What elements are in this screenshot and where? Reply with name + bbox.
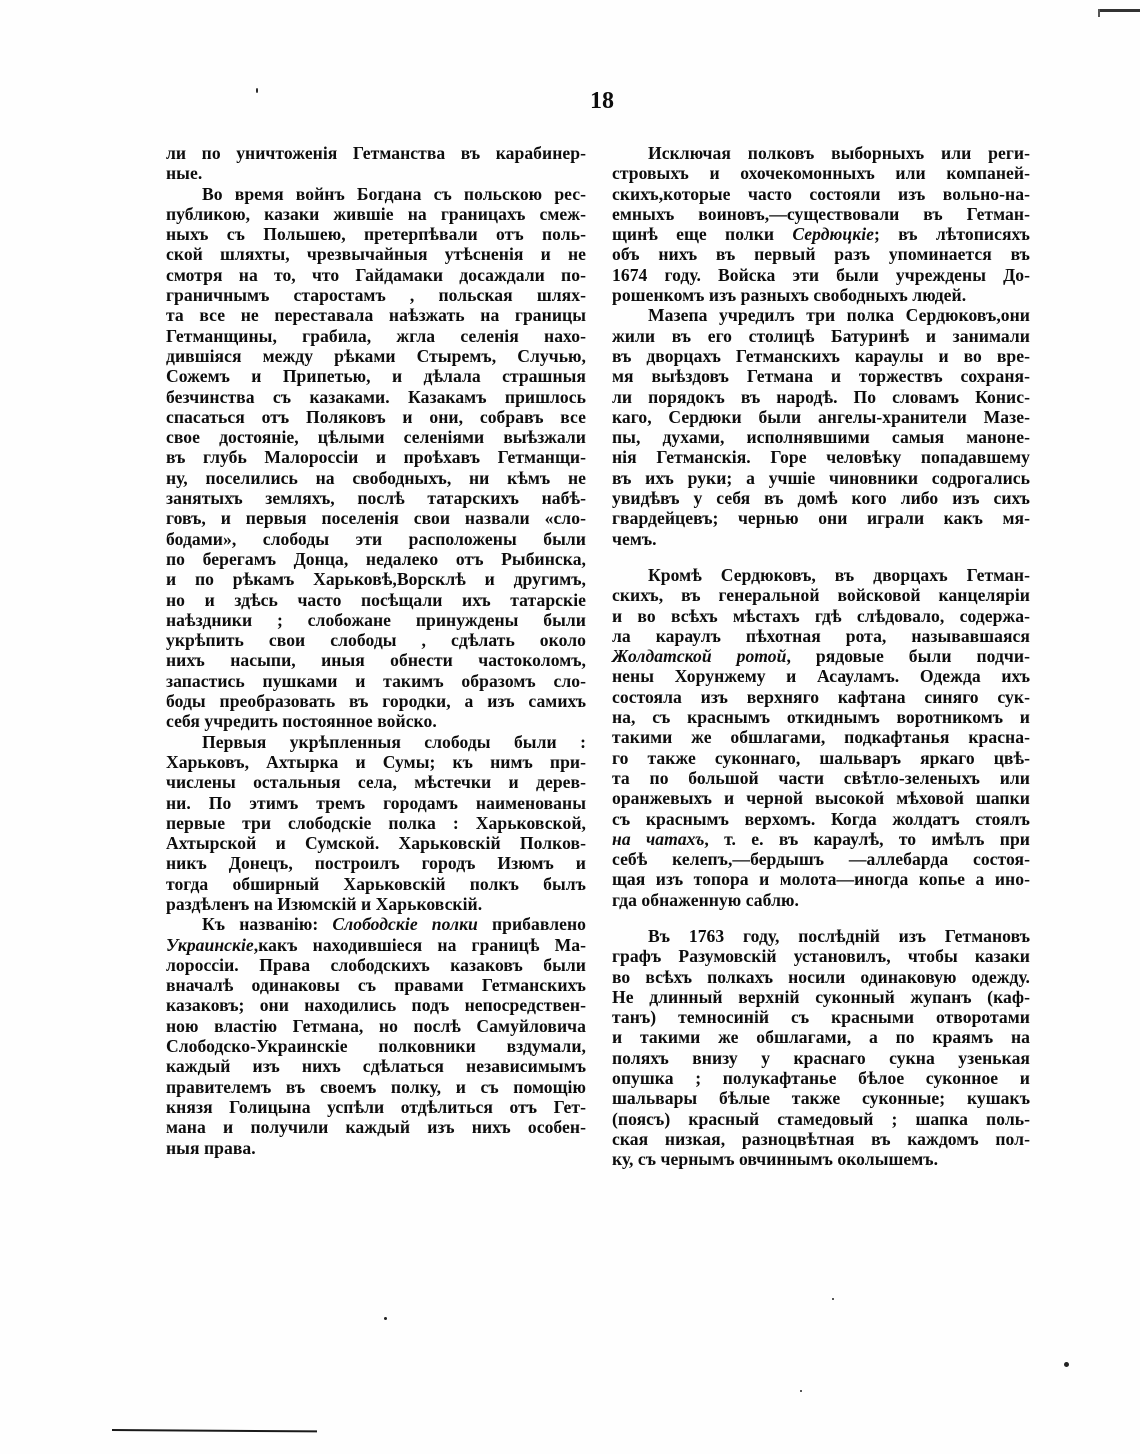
text-line: каго, Сердюки были ангелы-хранители Мазе- — [612, 406, 1030, 427]
text-line: увидѣвъ у себя въ домѣ кого либо изъ сихъ — [612, 488, 1030, 509]
text-line: граничнымъ старостамъ , польская шлях- — [166, 285, 586, 306]
text-line: Ахтырской и Сумской. Харьковскій Полков- — [166, 833, 586, 854]
italic-term: на чатахъ — [612, 828, 705, 849]
scan-corner-mark — [1098, 9, 1140, 12]
text-line: смотря на то, что Гайдамаки досаждали по- — [166, 264, 586, 285]
text-line: никъ Донецъ, построилъ городъ Изюмъ и — [166, 853, 586, 874]
text-line: пы, духами, исполнявшими самыя маноне- — [612, 427, 1030, 448]
scan-speck — [1064, 1362, 1069, 1367]
text-line: чемъ. — [612, 528, 657, 549]
text-line: гда обнаженную саблю. — [612, 889, 799, 910]
italic-term: Слободскіе полки — [332, 914, 478, 935]
text-line: ку, съ чернымъ овчиннымъ околышемъ. — [612, 1149, 939, 1170]
paragraph-gap — [612, 549, 1030, 565]
text-line: (поясъ) красный стамедовый ; шапка поль- — [612, 1108, 1030, 1129]
text-line: Украинскіе,какъ находившіеся на границѣ Ма- — [166, 934, 586, 955]
paragraph — [166, 143, 586, 184]
text-line: емныхъ воиновъ,—существовали въ Гетман- — [612, 203, 1030, 224]
text-line: щая изъ топора и молота—иногда копье а ино- — [612, 869, 1030, 890]
text-line: князя Голицына успѣли отдѣлиться отъ Гет- — [166, 1096, 586, 1117]
scan-speck — [384, 1317, 387, 1320]
text-line: жили въ его столицѣ Батуринѣ и занимали — [612, 325, 1030, 346]
text-line: такими же обшлагами, подкафтанья красна- — [612, 727, 1030, 748]
text-line: Къ названію: Слободскіе полки прибавлено — [202, 914, 587, 935]
text-line: Не длинный верхній суконный жупанъ (каф- — [612, 986, 1030, 1007]
text-line: ные. — [166, 163, 203, 184]
text-line: и во всѣхъ мѣстахъ гдѣ слѣдовало, содержа- — [612, 605, 1030, 626]
text-line: Сожемъ и Припетью, и дѣлала страшныя — [166, 366, 586, 387]
text-line: состояла изъ верхняго кафтана синяго сук- — [612, 686, 1030, 707]
text-line: спасаться отъ Поляковъ и они, собравъ все — [166, 406, 586, 427]
text-line: Исключая полковъ выборныхъ или реги- — [648, 143, 1030, 163]
text-line: себѣ келепъ,—бердышъ —аллебарда состоя- — [612, 849, 1030, 870]
italic-term: Сердюцкіе — [792, 224, 875, 245]
text-line: ни. По этимъ тремъ городамъ наименованы — [166, 792, 586, 813]
text-line: та все не переставала наѣзжать на границы — [166, 305, 586, 326]
text-line: мана и получили каждый изъ нихъ особен- — [166, 1117, 586, 1138]
text-line: нихъ насыпи, иныя обнести частоколомъ, — [166, 650, 586, 671]
text-line: каждый изъ нихъ сдѣлаться независимымъ — [166, 1056, 586, 1077]
text-line: по берегамъ Донца, недалеко отъ Рыбинска, — [166, 548, 586, 569]
page-number: 18 — [590, 88, 614, 114]
text-line: казаковъ; они находились подъ непосредствен- — [166, 995, 586, 1016]
text-line: правителемъ въ своемъ полку, и съ помощію — [166, 1076, 586, 1097]
text-line: дившіяся между рѣками Стыремъ, Случью, — [166, 345, 586, 366]
paragraph — [166, 184, 586, 732]
text-line: съ краснымъ верхомъ. Когда жолдатъ стоялъ — [612, 808, 1030, 829]
text-line: лороссіи. Права слободскихъ казаковъ были — [166, 954, 586, 975]
text-line: запастись пушками и такимъ образомъ сло- — [166, 670, 586, 691]
text-line: во всѣхъ полкахъ носили одинаковую одежду. — [612, 966, 1030, 987]
paragraph — [612, 143, 1030, 305]
text-line: ныхъ съ Польшею, претерпѣвали отъ поль- — [166, 224, 586, 245]
text-line: но и здѣсь часто посѣщали ихъ татарскіе — [166, 589, 586, 610]
text-line: Слободско-Украинскіе полковники вздумали, — [166, 1036, 586, 1057]
text-line: вначалѣ одинаковы съ правами Гетманскихъ — [166, 975, 586, 996]
text-line: щинѣ еще полки Сердюцкіе; въ лѣтописяхъ — [612, 224, 1030, 245]
paragraph — [612, 565, 1030, 910]
text-line: нены Хорунжему и Асауламъ. Одежда ихъ — [612, 666, 1030, 687]
text-line: и такими же обшлагами, а по краямъ на — [612, 1027, 1030, 1048]
scan-speck — [800, 1390, 802, 1392]
paragraph — [612, 926, 1030, 1170]
right-text-column — [612, 143, 1030, 1170]
text-line: наѣздники ; слобожане принуждены были — [166, 609, 586, 630]
text-line: Кромѣ Сердюковъ, въ дворцахъ Гетман- — [648, 564, 1030, 585]
text-line: боды преобразовать въ городки, а изъ самихъ — [166, 691, 586, 712]
text-line: ну, поселились на свободныхъ, ни кѣмъ не — [166, 467, 586, 488]
text-line: Жолдатской ротой, рядовые были подчи- — [612, 646, 1030, 667]
text-line: та по большой части свѣтло-зеленыхъ или — [612, 767, 1030, 788]
paragraph-gap — [612, 910, 1030, 926]
paragraph — [166, 732, 586, 915]
text-line: тогда обширный Харьковскій полкъ былъ — [166, 873, 586, 894]
text-line: ской шляхты, чрезвычайныя утѣсненія и не — [166, 244, 586, 265]
text-line: въ ихъ руки; а учшіе чиновники содрогались — [612, 467, 1030, 488]
text-line: бодами», слободы эти расположены были — [166, 528, 586, 549]
scan-speck — [256, 88, 258, 93]
text-line: танъ) темносиній съ красными отворотами — [612, 1007, 1030, 1028]
text-line: ла караулъ пѣхотная рота, называвшаяся — [612, 625, 1030, 646]
text-line: Гетманщины, грабила, жгла селенія нахо- — [166, 325, 586, 346]
text-line: раздѣленъ на Изюмскій и Харьковскій. — [166, 893, 483, 914]
text-line: свое достояніе, цѣлыми селеніями выѣзжали — [166, 427, 586, 448]
left-text-column — [166, 143, 586, 1158]
paragraph — [612, 305, 1030, 549]
text-line: безчинства съ казаками. Казакамъ пришлось — [166, 386, 586, 407]
text-line: занятыхъ земляхъ, послѣ татарскихъ набѣ- — [166, 488, 586, 509]
text-line: го также суконнаго, шальваръ яркаго цвѣ- — [612, 747, 1030, 768]
text-line: объ нихъ въ первый разъ упоминается въ — [612, 244, 1030, 265]
text-line: ли порядокъ въ народѣ. По словамъ Конис- — [612, 386, 1030, 407]
text-line: въ глубь Малороссіи и проѣхавъ Гетманщи- — [166, 447, 586, 468]
text-line: 1674 году. Войска эти были учреждены До- — [612, 264, 1030, 285]
text-line: ли по уничтоженія Гетманства въ карабинер- — [166, 143, 586, 163]
italic-term: Жолдатской ротой — [612, 646, 787, 667]
text-line: шальвары бѣлые также суконные; кушакъ — [612, 1088, 1030, 1109]
text-line: мя выѣздовъ Гетмана и торжествъ сохраня- — [612, 366, 1030, 387]
text-line: себя учредить постоянное войско. — [166, 711, 437, 732]
text-line: стровыхъ и охочекомонныхъ или компаней- — [612, 163, 1030, 184]
text-line: Первыя укрѣпленныя слободы были : — [202, 731, 586, 752]
text-line: и по рѣкамъ Харьковѣ,Ворсклѣ и другимъ, — [166, 569, 586, 590]
text-line: Харьковъ, Ахтырка и Сумы; къ нимъ при- — [166, 751, 586, 772]
text-line: Мазепа учредилъ три полка Сердюковъ,они — [648, 305, 1030, 326]
text-line: числены остальныя села, мѣстечки и дерев- — [166, 772, 586, 793]
text-line: скихъ,которые часто состояли изъ вольно-на- — [612, 183, 1030, 204]
text-line: поляхъ внизу у краснаго сукна узенькая — [612, 1047, 1030, 1068]
text-line: Въ 1763 году, послѣдній изъ Гетмановъ — [648, 925, 1030, 946]
scan-speck — [832, 1298, 834, 1300]
text-line: нія Гетманскія. Горе человѣку попадавшему — [612, 447, 1030, 468]
italic-term: Украинскіе — [166, 934, 254, 955]
text-line: гвардейцевъ; чернью они играли какъ мя- — [612, 508, 1030, 529]
text-line: рошенкомъ изъ разныхъ свободныхъ людей. — [612, 285, 967, 306]
paragraph — [166, 914, 586, 1158]
text-line: публикою, казаки жившіе на границахъ смеж- — [166, 203, 586, 224]
scan-edge-line — [112, 1429, 317, 1432]
text-line: на, съ краснымъ откиднымъ воротникомъ и — [612, 707, 1030, 728]
text-line: говъ, и первыя поселенія свои назвали «сло- — [166, 508, 586, 529]
text-line: въ дворцахъ Гетманскихъ караулы и во вре- — [612, 345, 1030, 366]
text-line: на чатахъ, т. е. въ караулѣ, то имѣлъ при — [612, 828, 1030, 849]
text-line: первые три слободскіе полка : Харьковской, — [166, 812, 586, 833]
text-line: графъ Разумовскій установилъ, чтобы казаки — [612, 946, 1030, 967]
text-line: ною властію Гетмана, но послѣ Самуйловича — [166, 1015, 586, 1036]
text-line: Во время войнъ Богдана съ польскою рес- — [202, 183, 586, 204]
text-line: ская низкая, разноцвѣтная въ каждомъ пол- — [612, 1128, 1030, 1149]
text-line: укрѣпить свои слободы , сдѣлать около — [166, 630, 586, 651]
text-line: оранжевыхъ и черной высокой мѣховой шапки — [612, 788, 1030, 809]
text-line: ныя права. — [166, 1137, 256, 1158]
text-line: скихъ, въ генеральной войсковой канцеляріи — [612, 585, 1030, 606]
text-line: опушка ; полукафтанье бѣлое суконное и — [612, 1068, 1030, 1089]
